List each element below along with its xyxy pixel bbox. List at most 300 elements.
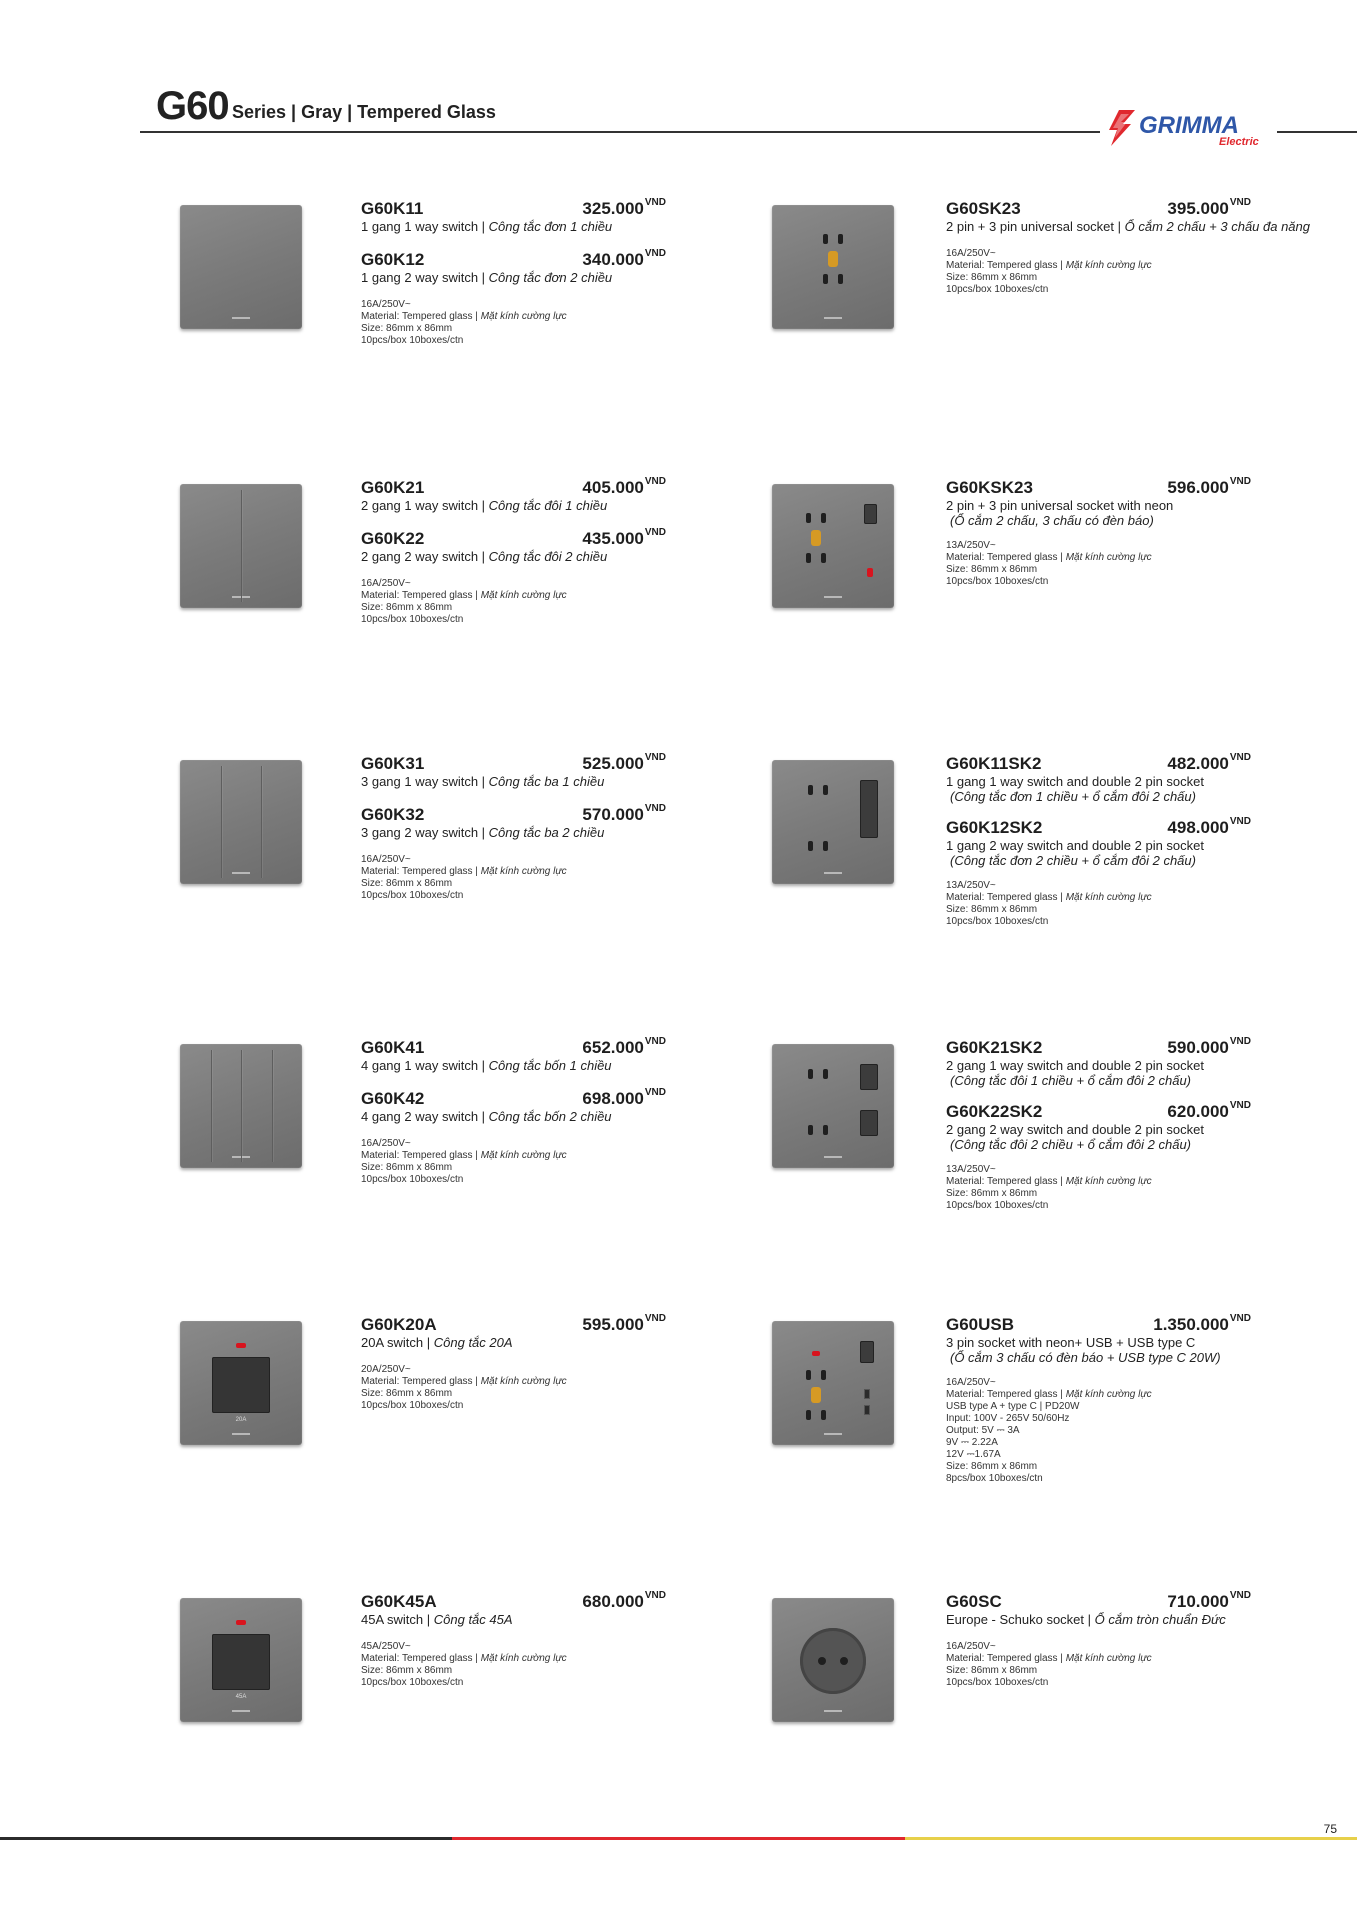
- product-description: [946, 219, 1310, 234]
- spec-line: [361, 1653, 567, 1665]
- product-description-vi: [950, 513, 1154, 528]
- spec-text: Size: 86mm x 86mm: [946, 564, 1038, 575]
- socket-pin-bottom-b: [821, 553, 826, 563]
- product-code: G60K11SK2: [946, 754, 1042, 773]
- gang-divider: [211, 1050, 212, 1162]
- spec-line: [946, 272, 1152, 284]
- description-en: 1 gang 2 way switch |: [361, 270, 489, 285]
- spec-text: 10pcs/box 10boxes/ctn: [361, 1400, 464, 1411]
- product-image-switch-3g: [180, 760, 302, 884]
- product-description: [361, 270, 612, 285]
- price-unit: VND: [1229, 1313, 1251, 1325]
- rocker-switch-upper[interactable]: [860, 1064, 878, 1090]
- spec-line: [361, 323, 567, 335]
- description-vi: Công tắc 20A: [433, 1335, 513, 1350]
- spec-text: Size: 86mm x 86mm: [946, 1461, 1038, 1472]
- description-vi: Công tắc đôi 2 chiều: [488, 549, 608, 564]
- spec-material-vi: Mặt kính cường lực: [480, 1653, 567, 1664]
- product-description: [361, 1058, 612, 1073]
- product-code: G60SK23: [946, 199, 1021, 218]
- spec-text: Size: 86mm x 86mm: [361, 1388, 453, 1399]
- spec-text: Material: Tempered glass |: [946, 1653, 1066, 1664]
- rocker-switch[interactable]: [860, 780, 878, 838]
- description-vi: Ổ cắm tròn chuẩn Đức: [1094, 1612, 1226, 1627]
- price-unit: VND: [1229, 476, 1251, 488]
- product-specs: [361, 1138, 567, 1186]
- spec-text: 16A/250V~: [946, 1377, 996, 1388]
- plate-logo: [824, 872, 842, 874]
- usb-a-port[interactable]: [864, 1389, 870, 1399]
- socket-pin-upper-a: [808, 1069, 813, 1079]
- socket-pin-top-a: [806, 513, 811, 523]
- description-vi: (Công tắc đôi 2 chiều + ổ cắm đôi 2 chấu): [950, 1137, 1192, 1152]
- rating-label: 20A: [235, 1417, 247, 1423]
- price-value: 395.000: [1167, 199, 1229, 218]
- spec-text: Size: 86mm x 86mm: [946, 1188, 1038, 1199]
- price-value: 435.000: [582, 529, 644, 548]
- price-unit: VND: [1229, 816, 1251, 828]
- rocker-switch[interactable]: [860, 1341, 874, 1363]
- usb-c-port[interactable]: [864, 1405, 870, 1415]
- neon-indicator: [236, 1620, 246, 1625]
- spec-text: 45A/250V~: [361, 1641, 411, 1652]
- socket-pin-top-a: [806, 1370, 811, 1380]
- product-code: G60K20A: [361, 1315, 437, 1334]
- spec-text: 10pcs/box 10boxes/ctn: [361, 890, 464, 901]
- neon-indicator: [812, 1351, 820, 1356]
- price-unit: VND: [644, 527, 666, 539]
- product-description: [361, 219, 612, 234]
- description-en: 2 pin + 3 pin universal socket |: [946, 219, 1125, 234]
- description-vi: Công tắc 45A: [433, 1612, 513, 1627]
- product-image-switch-1g: [180, 205, 302, 329]
- plate-logo: [824, 317, 842, 319]
- product-specs: [946, 540, 1152, 588]
- product-specs: [946, 1641, 1152, 1689]
- spec-text: Size: 86mm x 86mm: [946, 904, 1038, 915]
- socket-pin-lower-a: [808, 1125, 813, 1135]
- description-vi: (Công tắc đơn 1 chiều + ổ cắm đôi 2 chấu): [950, 789, 1196, 804]
- spec-text: Material: Tempered glass |: [361, 590, 481, 601]
- price-value: 596.000: [1167, 478, 1229, 497]
- product-code: G60K32: [361, 805, 425, 824]
- spec-text: 10pcs/box 10boxes/ctn: [946, 1200, 1049, 1211]
- price-value: 482.000: [1167, 754, 1229, 773]
- spec-text: 10pcs/box 10boxes/ctn: [946, 1677, 1049, 1688]
- spec-text: Size: 86mm x 86mm: [946, 272, 1038, 283]
- spec-material-vi: Mặt kính cường lực: [1065, 1389, 1152, 1400]
- plate-logo: [232, 317, 250, 319]
- spec-text: Material: Tempered glass |: [946, 552, 1066, 563]
- spec-text: 13A/250V~: [946, 880, 996, 891]
- product-price: [582, 1592, 666, 1612]
- price-unit: VND: [644, 1087, 666, 1099]
- product-description: [361, 1612, 513, 1627]
- spec-text: 10pcs/box 10boxes/ctn: [361, 1174, 464, 1185]
- spec-text: Material: Tempered glass |: [946, 892, 1066, 903]
- spec-line: [946, 1401, 1152, 1413]
- description-vi: Ổ cắm 2 chấu + 3 chấu đa năng: [1124, 219, 1311, 234]
- rocker-switch[interactable]: [212, 1357, 270, 1413]
- schuko-pin-left: [818, 1657, 826, 1665]
- description-en: 3 gang 1 way switch |: [361, 774, 489, 789]
- spec-line: [361, 1665, 567, 1677]
- product-price: [1167, 199, 1251, 219]
- socket-center-earth: [828, 251, 838, 267]
- spec-text: 13A/250V~: [946, 540, 996, 551]
- spec-line: [361, 1174, 567, 1186]
- spec-line: [361, 590, 567, 602]
- description-en: 45A switch |: [361, 1612, 434, 1627]
- description-en: 2 gang 2 way switch |: [361, 549, 489, 564]
- price-unit: VND: [1229, 197, 1251, 209]
- product-code: G60K22SK2: [946, 1102, 1043, 1121]
- spec-material-vi: Mặt kính cường lực: [480, 311, 567, 322]
- product-code: G60K22: [361, 529, 425, 548]
- product-price: [582, 199, 666, 219]
- description-en: 1 gang 2 way switch and double 2 pin socket: [946, 838, 1205, 853]
- spec-text: Size: 86mm x 86mm: [361, 323, 453, 334]
- product-price: [1167, 478, 1251, 498]
- spec-text: Material: Tempered glass |: [361, 1376, 481, 1387]
- price-value: 525.000: [582, 754, 644, 773]
- description-en: 3 pin socket with neon+ USB + USB type C: [946, 1335, 1196, 1350]
- spec-line: [946, 904, 1152, 916]
- rocker-switch[interactable]: [212, 1634, 270, 1690]
- price-value: 680.000: [582, 1592, 644, 1611]
- spec-text: 10pcs/box 10boxes/ctn: [946, 284, 1049, 295]
- spec-line: [361, 1150, 567, 1162]
- price-unit: VND: [644, 1036, 666, 1048]
- product-description: [946, 1058, 1204, 1073]
- spec-text: Size: 86mm x 86mm: [361, 602, 453, 613]
- spec-line: [361, 1364, 567, 1376]
- header-divider-right: [1277, 131, 1357, 133]
- product-code: G60K12SK2: [946, 818, 1043, 837]
- product-price: [1167, 1102, 1251, 1122]
- price-value: 710.000: [1167, 1592, 1229, 1611]
- header-divider: [140, 131, 1100, 133]
- price-value: 325.000: [582, 199, 644, 218]
- socket-pin-bottom-a: [806, 553, 811, 563]
- spec-text: Input: 100V - 265V 50/60Hz: [946, 1413, 1070, 1424]
- product-specs: [946, 880, 1152, 928]
- spec-line: [946, 892, 1152, 904]
- description-vi: Công tắc đôi 1 chiều: [488, 498, 608, 513]
- product-image-socket-usb: [772, 1321, 894, 1445]
- gang-divider: [241, 490, 242, 602]
- product-description-vi: [950, 1350, 1221, 1365]
- description-en: 2 gang 2 way switch and double 2 pin socket: [946, 1122, 1205, 1137]
- spec-text: Material: Tempered glass |: [946, 1389, 1066, 1400]
- socket-pin-lower-a: [808, 841, 813, 851]
- product-code: G60K21SK2: [946, 1038, 1043, 1057]
- spec-text: 12V ⎓1.67A: [946, 1449, 1001, 1460]
- spec-material-vi: Mặt kính cường lực: [1065, 892, 1152, 903]
- description-vi: Công tắc ba 1 chiều: [488, 774, 605, 789]
- socket-pin-top-a: [823, 234, 828, 244]
- product-description-vi: [950, 853, 1196, 868]
- product-description: [361, 498, 607, 513]
- spec-material-vi: Mặt kính cường lực: [480, 866, 567, 877]
- product-specs: [946, 1164, 1152, 1212]
- spec-text: 9V ⎓ 2.22A: [946, 1437, 998, 1448]
- spec-line: [946, 1653, 1152, 1665]
- spec-text: 16A/250V~: [361, 299, 411, 310]
- spec-line: [946, 260, 1152, 272]
- price-unit: VND: [1229, 752, 1251, 764]
- description-en: 2 pin + 3 pin universal socket with neon: [946, 498, 1174, 513]
- spec-text: 10pcs/box 10boxes/ctn: [361, 614, 464, 625]
- spec-material-vi: Mặt kính cường lực: [1065, 552, 1152, 563]
- product-image-switch-2g: [180, 484, 302, 608]
- rocker-switch[interactable]: [864, 504, 877, 524]
- product-code: G60KSK23: [946, 478, 1033, 497]
- spec-line: [946, 1164, 1152, 1176]
- spec-text: 16A/250V~: [361, 1138, 411, 1149]
- spec-text: 13A/250V~: [946, 1164, 996, 1175]
- brand-logo: [1103, 108, 1275, 150]
- spec-text: Size: 86mm x 86mm: [361, 1162, 453, 1173]
- product-price: [582, 1315, 666, 1335]
- description-en: 1 gang 1 way switch and double 2 pin socket: [946, 774, 1205, 789]
- rocker-switch-lower[interactable]: [860, 1110, 878, 1136]
- spec-text: 10pcs/box 10boxes/ctn: [361, 335, 464, 346]
- product-price: [1167, 818, 1251, 838]
- spec-line: [361, 878, 567, 890]
- product-description: [946, 1612, 1226, 1627]
- price-value: 498.000: [1167, 818, 1229, 837]
- product-description: [361, 1335, 513, 1350]
- spec-material-vi: Mặt kính cường lực: [1065, 1176, 1152, 1187]
- price-unit: VND: [644, 197, 666, 209]
- plate-logo: [824, 596, 842, 598]
- plate-logo: [232, 1433, 250, 1435]
- footer-bar-red: [452, 1837, 904, 1840]
- neon-indicator: [236, 1343, 246, 1348]
- logo-subtext: Electric: [1219, 136, 1259, 148]
- plate-logo: [824, 1156, 842, 1158]
- product-price: [582, 805, 666, 825]
- series-title: G60: [156, 84, 229, 128]
- product-image-socket-universal-neon: [772, 484, 894, 608]
- product-description: [946, 838, 1204, 853]
- product-code: G60K31: [361, 754, 425, 773]
- product-code: G60K11: [361, 199, 424, 218]
- socket-pin-upper-b: [823, 785, 828, 795]
- spec-line: [361, 335, 567, 347]
- spec-line: [361, 299, 567, 311]
- spec-text: 20A/250V~: [361, 1364, 411, 1375]
- product-image-switch1-socket2: [772, 760, 894, 884]
- product-description: [361, 1109, 612, 1124]
- price-unit: VND: [644, 752, 666, 764]
- product-description: [946, 774, 1204, 789]
- product-specs: [946, 248, 1152, 296]
- spec-line: [361, 1400, 567, 1412]
- spec-line: [361, 1388, 567, 1400]
- schuko-socket: [800, 1628, 866, 1694]
- spec-text: Material: Tempered glass |: [361, 866, 481, 877]
- spec-text: Material: Tempered glass |: [946, 1176, 1066, 1187]
- product-code: G60SC: [946, 1592, 1002, 1611]
- price-value: 698.000: [582, 1089, 644, 1108]
- product-specs: [361, 1364, 567, 1412]
- spec-text: Material: Tempered glass |: [361, 311, 481, 322]
- socket-pin-bottom-b: [838, 274, 843, 284]
- spec-line: [361, 1162, 567, 1174]
- price-value: 340.000: [582, 250, 644, 269]
- gang-divider: [272, 1050, 273, 1162]
- socket-pin-bottom-a: [823, 274, 828, 284]
- price-unit: VND: [1229, 1036, 1251, 1048]
- description-vi: Công tắc ba 2 chiều: [488, 825, 605, 840]
- plate-logo: [232, 1710, 250, 1712]
- spec-text: 16A/250V~: [946, 248, 996, 259]
- price-unit: VND: [644, 1590, 666, 1602]
- spec-line: [946, 540, 1152, 552]
- product-code: G60K12: [361, 250, 425, 269]
- spec-line: [361, 614, 567, 626]
- product-price: [582, 250, 666, 270]
- product-price: [1167, 1038, 1251, 1058]
- price-unit: VND: [1229, 1590, 1251, 1602]
- description-vi: Công tắc đơn 2 chiều: [488, 270, 613, 285]
- price-value: 595.000: [582, 1315, 644, 1334]
- price-unit: VND: [644, 803, 666, 815]
- product-specs: [361, 299, 567, 347]
- product-description-vi: [950, 789, 1196, 804]
- spec-text: 10pcs/box 10boxes/ctn: [946, 916, 1049, 927]
- socket-pin-lower-b: [823, 1125, 828, 1135]
- spec-text: 10pcs/box 10boxes/ctn: [361, 1677, 464, 1688]
- spec-line: [946, 1677, 1152, 1689]
- socket-center-earth: [811, 1387, 821, 1403]
- spec-line: [361, 890, 567, 902]
- socket-pin-lower-b: [823, 841, 828, 851]
- product-price: [582, 1089, 666, 1109]
- grimma-logo-icon: [1105, 110, 1139, 146]
- product-description: [946, 498, 1173, 513]
- description-en: 3 gang 2 way switch |: [361, 825, 489, 840]
- spec-material-vi: Mặt kính cường lực: [480, 1376, 567, 1387]
- spec-line: [946, 1200, 1152, 1212]
- spec-line: [946, 576, 1152, 588]
- product-price: [582, 754, 666, 774]
- description-en: 4 gang 1 way switch |: [361, 1058, 489, 1073]
- footer-bar-yellow: [905, 1837, 1357, 1840]
- product-image-socket-schuko: [772, 1598, 894, 1722]
- spec-line: [946, 1437, 1152, 1449]
- spec-line: [946, 1413, 1152, 1425]
- spec-text: Output: 5V ⎓ 3A: [946, 1425, 1020, 1436]
- description-vi: (Ổ cắm 3 chấu có đèn báo + USB type C 20W): [950, 1350, 1221, 1365]
- spec-text: USB type A + type C | PD20W: [946, 1401, 1080, 1412]
- spec-line: [946, 564, 1152, 576]
- product-image-switch-45a: [180, 1598, 302, 1722]
- spec-line: [361, 854, 567, 866]
- plate-logo: [824, 1433, 842, 1435]
- price-unit: VND: [1229, 1100, 1251, 1112]
- plate-logo: [824, 1710, 842, 1712]
- product-specs: [361, 854, 567, 902]
- socket-center-earth: [811, 530, 821, 546]
- socket-pin-top-b: [838, 234, 843, 244]
- product-description: [361, 825, 604, 840]
- spec-line: [946, 880, 1152, 892]
- spec-line: [946, 1176, 1152, 1188]
- description-en: 2 gang 1 way switch |: [361, 498, 489, 513]
- spec-line: [946, 1449, 1152, 1461]
- spec-line: [946, 248, 1152, 260]
- product-code: G60USB: [946, 1315, 1015, 1334]
- product-price: [1167, 1592, 1251, 1612]
- spec-line: [946, 552, 1152, 564]
- price-value: 570.000: [582, 805, 644, 824]
- spec-line: [946, 1377, 1152, 1389]
- price-value: 590.000: [1167, 1038, 1229, 1057]
- description-en: 4 gang 2 way switch |: [361, 1109, 489, 1124]
- neon-indicator: [867, 568, 873, 577]
- description-en: 1 gang 1 way switch |: [361, 219, 489, 234]
- spec-line: [946, 916, 1152, 928]
- socket-pin-upper-b: [823, 1069, 828, 1079]
- spec-material-vi: Mặt kính cường lực: [480, 590, 567, 601]
- spec-line: [361, 311, 567, 323]
- price-value: 620.000: [1167, 1102, 1229, 1121]
- product-price: [1153, 1315, 1251, 1335]
- product-specs: [946, 1377, 1152, 1485]
- spec-text: Size: 86mm x 86mm: [946, 1665, 1038, 1676]
- spec-line: [361, 1376, 567, 1388]
- description-vi: Công tắc đơn 1 chiều: [488, 219, 613, 234]
- product-description-vi: [950, 1137, 1191, 1152]
- spec-line: [946, 1665, 1152, 1677]
- spec-line: [946, 1389, 1152, 1401]
- product-description-vi: [950, 1073, 1191, 1088]
- spec-text: Size: 86mm x 86mm: [361, 1665, 453, 1676]
- spec-line: [946, 1473, 1152, 1485]
- description-en: Europe - Schuko socket |: [946, 1612, 1095, 1627]
- product-code: G60K42: [361, 1089, 425, 1108]
- product-image-socket-universal: [772, 205, 894, 329]
- product-code: G60K41: [361, 1038, 425, 1057]
- product-code: G60K45A: [361, 1592, 437, 1611]
- spec-text: 10pcs/box 10boxes/ctn: [946, 576, 1049, 587]
- product-description: [946, 1335, 1195, 1350]
- socket-pin-top-b: [821, 513, 826, 523]
- socket-pin-top-b: [821, 1370, 826, 1380]
- spec-text: Material: Tempered glass |: [361, 1150, 481, 1161]
- description-vi: Công tắc bốn 2 chiều: [488, 1109, 612, 1124]
- spec-text: 16A/250V~: [361, 578, 411, 589]
- product-description: [946, 1122, 1204, 1137]
- gang-divider: [241, 1050, 242, 1162]
- product-description: [361, 774, 604, 789]
- spec-line: [946, 1641, 1152, 1653]
- product-specs: [361, 1641, 567, 1689]
- spec-text: Size: 86mm x 86mm: [361, 878, 453, 889]
- spec-line: [946, 284, 1152, 296]
- socket-pin-bottom-b: [821, 1410, 826, 1420]
- spec-line: [946, 1461, 1152, 1473]
- gang-divider: [261, 766, 262, 878]
- price-value: 1.350.000: [1153, 1315, 1229, 1334]
- series-subtitle: Series | Gray | Tempered Glass: [232, 102, 496, 122]
- price-unit: VND: [644, 476, 666, 488]
- product-image-switch-4g: [180, 1044, 302, 1168]
- spec-text: 8pcs/box 10boxes/ctn: [946, 1473, 1043, 1484]
